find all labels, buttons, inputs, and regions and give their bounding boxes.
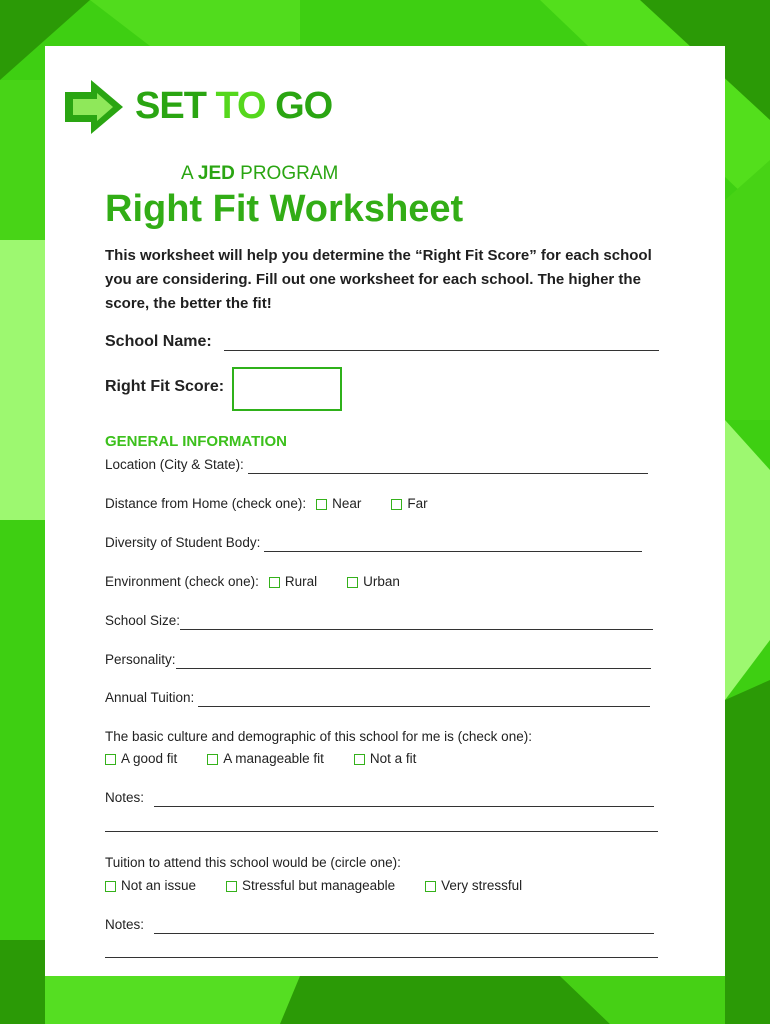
notes-label: Notes: (105, 790, 145, 805)
checkbox-icon[interactable] (354, 754, 365, 765)
set-to-go-logo (61, 74, 361, 184)
notes-row-1 (105, 789, 654, 807)
checkbox-icon[interactable] (391, 499, 402, 510)
notes-extra-line[interactable] (105, 831, 658, 832)
tuition-very-stressful-option[interactable]: Very stressful (425, 877, 522, 895)
school-name-field[interactable] (224, 336, 659, 351)
annual-tuition-label: Annual Tuition: (105, 690, 195, 705)
checkbox-icon[interactable] (105, 881, 116, 892)
notes-field[interactable] (154, 792, 654, 807)
notes-row-2 (105, 916, 654, 934)
location-label: Location (City & State): (105, 457, 244, 472)
diversity-label: Diversity of Student Body: (105, 535, 261, 550)
culture-manageable-fit-option[interactable]: A manageable fit (207, 750, 324, 768)
annual-tuition-field[interactable] (198, 692, 650, 707)
checkbox-icon[interactable] (316, 499, 327, 510)
checkbox-icon[interactable] (105, 754, 116, 765)
tuition-options-row (105, 877, 522, 895)
checkbox-icon[interactable] (425, 881, 436, 892)
school-size-row (105, 612, 653, 630)
tuition-question: Tuition to attend this school would be (circle one): (105, 855, 401, 870)
worksheet-page (45, 46, 725, 976)
diversity-field[interactable] (264, 537, 642, 552)
section-title-general: GENERAL INFORMATION (105, 433, 287, 450)
personality-label: Personality: (105, 652, 176, 667)
right-fit-score-label: Right Fit Score: (105, 378, 225, 395)
distance-row (105, 495, 428, 513)
distance-label: Distance from Home (check one): (105, 496, 307, 511)
notes-extra-line[interactable] (105, 957, 658, 958)
culture-question: The basic culture and demographic of this school for me is (check one): (105, 729, 532, 744)
culture-good-fit-option[interactable]: A good fit (105, 750, 177, 768)
checkbox-icon[interactable] (347, 577, 358, 588)
personality-field[interactable] (176, 654, 651, 669)
arrow-logo-icon (61, 74, 127, 140)
right-fit-score-box[interactable] (232, 367, 342, 411)
personality-row (105, 651, 651, 669)
tuition-stressful-option[interactable]: Stressful but manageable (226, 877, 395, 895)
notes-label: Notes: (105, 917, 145, 932)
diversity-row (105, 534, 642, 552)
logo-tagline: A JED PROGRAM (181, 163, 339, 184)
page-title: Right Fit Worksheet (105, 188, 464, 230)
culture-not-fit-option[interactable]: Not a fit (354, 750, 417, 768)
environment-rural-option[interactable]: Rural (269, 573, 317, 591)
checkbox-icon[interactable] (269, 577, 280, 588)
location-field[interactable] (248, 459, 648, 474)
logo-wordmark: SET TO GO (135, 85, 333, 127)
checkbox-icon[interactable] (226, 881, 237, 892)
environment-urban-option[interactable]: Urban (347, 573, 400, 591)
distance-near-option[interactable]: Near (316, 495, 361, 513)
right-fit-score-row (105, 378, 224, 396)
checkbox-icon[interactable] (207, 754, 218, 765)
environment-row (105, 573, 400, 591)
school-name-label: School Name: (105, 333, 212, 350)
tuition-not-issue-option[interactable]: Not an issue (105, 877, 196, 895)
notes-field[interactable] (154, 919, 654, 934)
intro-text: This worksheet will help you determine the “Right Fit Score” for each school you are considering. Fill out one worksheet for each school. The higher the score, the better the fit! (105, 247, 652, 312)
culture-options-row (105, 750, 416, 768)
location-row (105, 456, 648, 474)
distance-far-option[interactable]: Far (391, 495, 427, 513)
school-size-label: School Size: (105, 613, 181, 628)
school-name-row (105, 333, 659, 351)
annual-tuition-row (105, 689, 650, 707)
environment-label: Environment (check one): (105, 574, 259, 589)
school-size-field[interactable] (180, 615, 653, 630)
